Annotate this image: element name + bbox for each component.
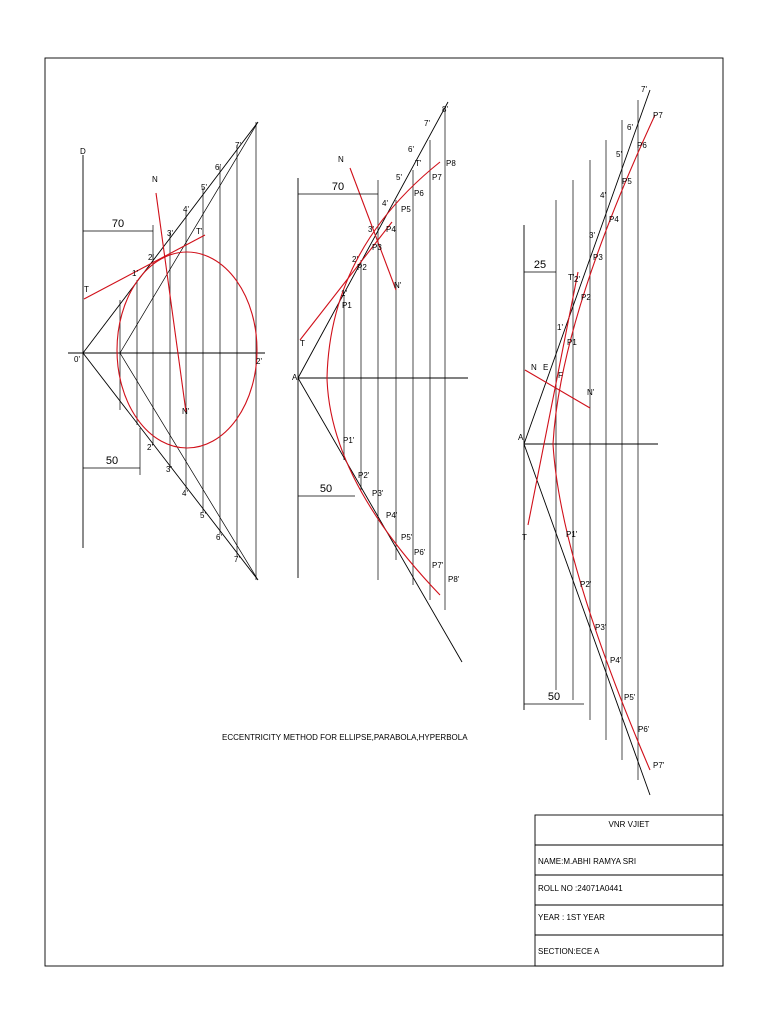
ellipse-label-D: D [80, 147, 86, 156]
ellipse-label-end: 2' [256, 357, 262, 366]
ellipse-label-u6: 6' [215, 163, 221, 172]
ellipse-label-N-prime: N' [182, 407, 190, 416]
parabola-label-P2: P2 [357, 263, 367, 272]
hyperbola-label-P3: P3 [593, 253, 603, 262]
parabola-label-P4: P4 [386, 225, 396, 234]
ellipse-label-l3: 3' [166, 465, 172, 474]
hyperbola-label-F: F [558, 371, 563, 380]
parabola-label-P2p: P2' [358, 471, 370, 480]
hyperbola-ray-lower [524, 444, 650, 795]
title-block-institute: VNR VJIET [608, 820, 650, 829]
parabola-ray-lower [298, 378, 462, 662]
hyperbola-label-u3: 3' [589, 231, 595, 240]
hyperbola-label-N: N [531, 363, 537, 372]
hyperbola-label-P6: P6 [637, 141, 647, 150]
parabola-label-T-prime: T' [415, 159, 422, 168]
ellipse-curve [117, 252, 257, 448]
ellipse-label-T: T [84, 285, 89, 294]
parabola-label-u5: 5' [396, 173, 402, 182]
parabola-label-u7: 7' [424, 119, 430, 128]
parabola-label-P3p: P3' [372, 489, 384, 498]
parabola-label-u3: 3' [368, 225, 374, 234]
parabola-label-P6p: P6' [414, 548, 426, 557]
hyperbola-label-u2: 2' [574, 275, 580, 284]
parabola-label-P7: P7 [432, 173, 442, 182]
hyperbola-label-u4: 4' [600, 191, 606, 200]
ellipse-label-N: N [152, 175, 158, 184]
hyperbola-label-P2: P2 [581, 293, 591, 302]
parabola-label-N: N [338, 155, 344, 164]
hyperbola-label-P7p: P7' [653, 761, 665, 770]
hyperbola-label-P1p: P1' [566, 530, 578, 539]
ellipse-normal [156, 193, 186, 412]
parabola-dim-70: 70 [331, 181, 345, 193]
ellipse-label-u5: 5' [201, 183, 207, 192]
parabola-label-P1: P1 [342, 301, 352, 310]
hyperbola-normal [528, 272, 578, 525]
ellipse-label-l5: 5' [200, 511, 206, 520]
parabola-label-P5p: P5' [401, 533, 413, 542]
parabola-label-u6: 6' [408, 145, 414, 154]
hyperbola-construction [518, 85, 665, 795]
parabola-construction [292, 102, 468, 662]
hyperbola-label-T-prime: T' [568, 273, 575, 282]
ellipse-label-u7: 7' [235, 141, 241, 150]
ellipse-label-l7: 7' [234, 555, 240, 564]
parabola-label-P6: P6 [414, 189, 424, 198]
hyperbola-label-P5p: P5' [624, 693, 636, 702]
hyperbola-label-E: E [543, 363, 549, 372]
parabola-label-P1p: P1' [343, 436, 355, 445]
ellipse-label-T-prime: T' [196, 227, 203, 236]
hyperbola-label-P1: P1 [567, 338, 577, 347]
parabola-label-A: A [292, 373, 298, 382]
hyperbola-label-T: T [522, 533, 527, 542]
hyperbola-dim-25: 25 [533, 259, 547, 271]
ellipse-label-u3: 3' [167, 229, 173, 238]
ellipse-label-l4: 4' [182, 489, 188, 498]
ellipse-label-l2: 2' [147, 443, 153, 452]
sheet-border [45, 58, 723, 966]
parabola-label-P5: P5 [401, 205, 411, 214]
title-block-section: SECTION:ECE A [538, 947, 600, 956]
ellipse-dim-50: 50 [105, 455, 119, 467]
hyperbola-label-P3p: P3' [595, 623, 607, 632]
hyperbola-label-u6: 6' [627, 123, 633, 132]
hyperbola-label-u7: 7' [641, 85, 647, 94]
parabola-label-P8p: P8' [448, 575, 460, 584]
ellipse-dim-70: 70 [111, 218, 125, 230]
hyperbola-label-P5: P5 [622, 177, 632, 186]
hyperbola-label-P7: P7 [653, 111, 663, 120]
ellipse-construction [68, 122, 265, 580]
parabola-label-N-prime: N' [394, 281, 402, 290]
ellipse-label-u1: 1' [132, 269, 138, 278]
parabola-label-P4p: P4' [386, 511, 398, 520]
parabola-label-P7p: P7' [432, 561, 444, 570]
hyperbola-label-u5: 5' [616, 150, 622, 159]
parabola-label-P3: P3 [372, 243, 382, 252]
ellipse-label-0: 0' [74, 355, 80, 364]
drawing-caption: ECCENTRICITY METHOD FOR ELLIPSE,PARABOLA,HYPERBOLA [222, 733, 468, 742]
parabola-label-P8: P8 [446, 159, 456, 168]
title-block [535, 815, 723, 966]
hyperbola-label-N-prime: N' [587, 388, 595, 397]
hyperbola-label-u1: 1' [557, 323, 563, 332]
parabola-label-u1: 1' [341, 289, 347, 298]
title-block-roll: ROLL NO :24071A0441 [538, 884, 623, 893]
title-block-name: NAME:M.ABHI RAMYA SRI [538, 857, 637, 866]
hyperbola-label-P2p: P2' [580, 580, 592, 589]
hyperbola-dim-50: 50 [547, 691, 561, 703]
hyperbola-curve [553, 115, 655, 770]
parabola-label-u4: 4' [382, 199, 388, 208]
hyperbola-label-P6p: P6' [638, 725, 650, 734]
hyperbola-label-P4: P4 [609, 215, 619, 224]
parabola-dim-50: 50 [319, 483, 333, 495]
ellipse-label-u2: 2' [148, 253, 154, 262]
hyperbola-label-P4p: P4' [610, 656, 622, 665]
ellipse-tangent [84, 235, 205, 299]
ellipse-label-l6: 6' [216, 533, 222, 542]
parabola-ray-upper [298, 102, 448, 378]
parabola-label-u2: 2' [352, 255, 358, 264]
parabola-label-u8: 8' [442, 105, 448, 114]
title-block-year: YEAR : 1ST YEAR [538, 913, 605, 922]
hyperbola-label-A: A [518, 433, 524, 442]
parabola-label-T: T [300, 339, 305, 348]
ellipse-label-u4: 4' [183, 205, 189, 214]
